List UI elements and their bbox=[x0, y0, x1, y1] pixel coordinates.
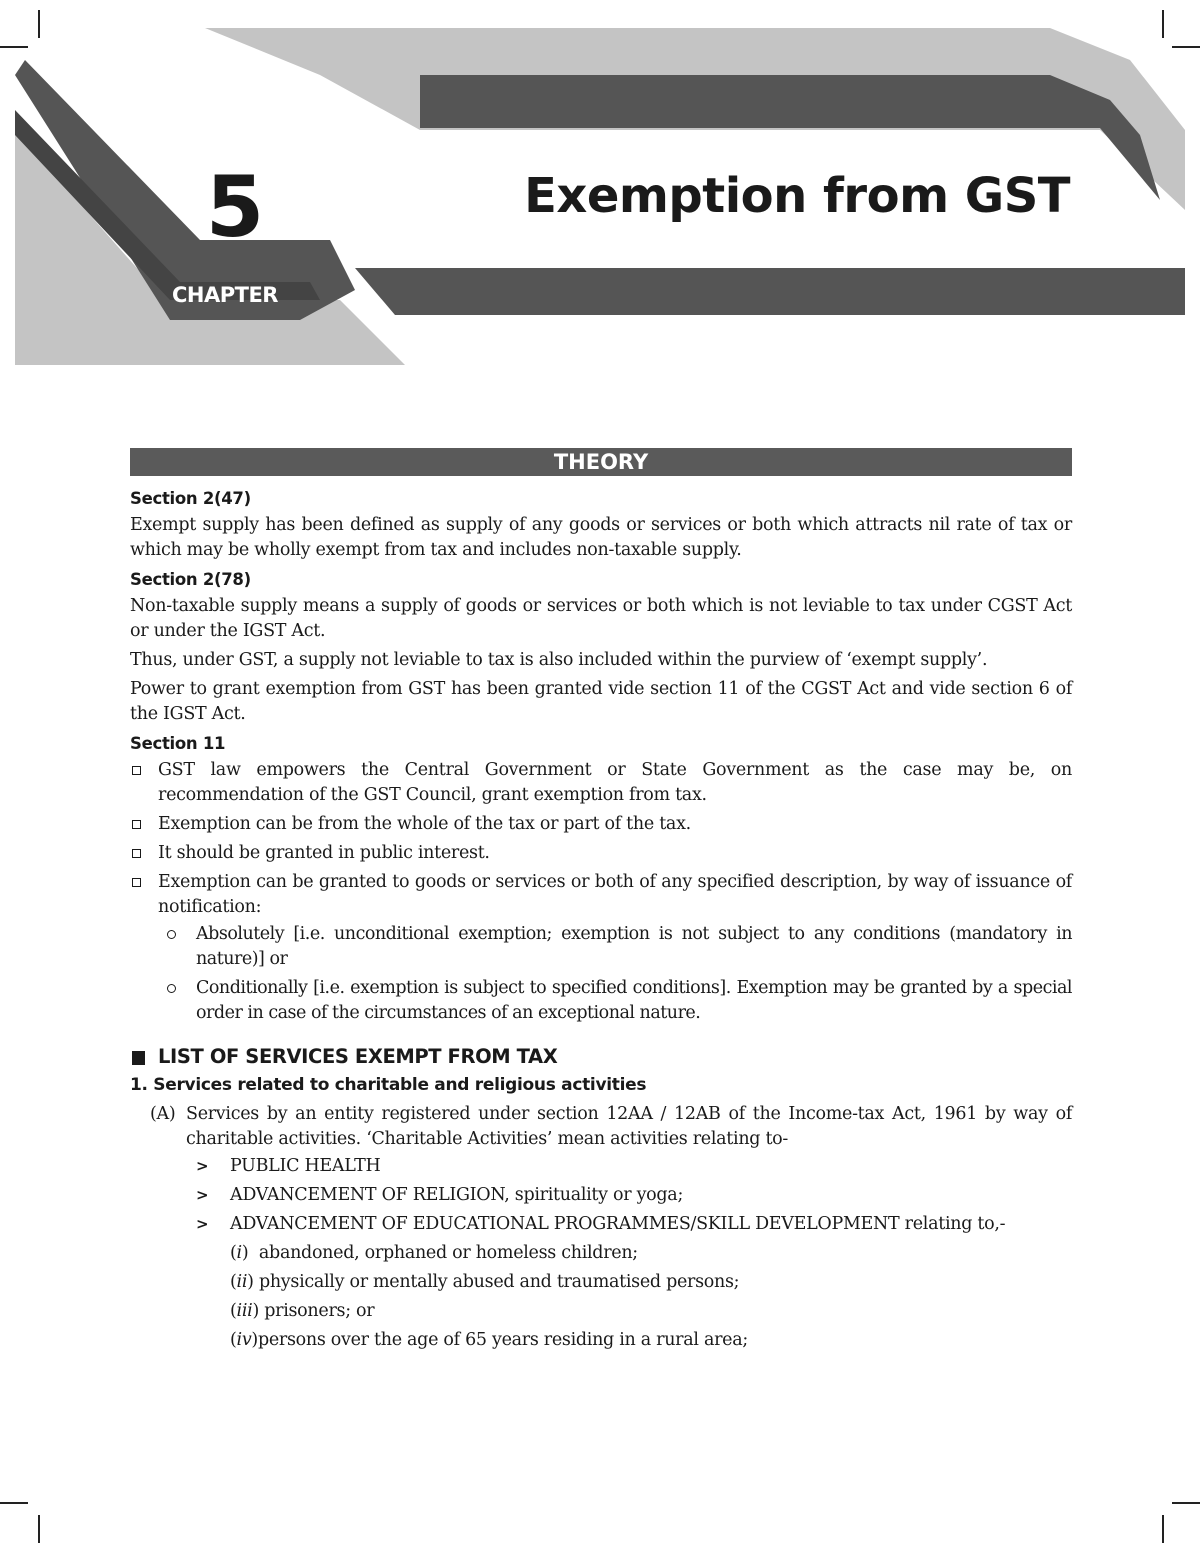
sub-list bbox=[158, 922, 1072, 1026]
crop-mark bbox=[0, 1502, 28, 1504]
sub-item-tag: (A) bbox=[150, 1104, 176, 1124]
roman-numeral: i bbox=[236, 1243, 242, 1263]
roman-numeral: iii bbox=[236, 1301, 253, 1321]
arrow-list-item-text: ADVANCEMENT OF RELIGION, spirituality or yoga; bbox=[230, 1185, 684, 1205]
exempt-list-heading-text: LIST OF SERVICES EXEMPT FROM TAX bbox=[158, 1045, 558, 1068]
roman-list-item-text: persons over the age of 65 years residing in a rural area; bbox=[257, 1330, 748, 1350]
sub-list-item-text: Absolutely [i.e. unconditional exemption; exemption is not subject to any conditions (mandatory in nature)] or bbox=[196, 924, 1072, 969]
list-item-text: Exemption can be granted to goods or services or both of any specified description, by way of issuance of notification: bbox=[158, 872, 1072, 917]
list-item bbox=[130, 841, 1072, 866]
section11-list bbox=[130, 758, 1072, 1026]
crop-mark bbox=[1162, 1515, 1164, 1543]
arrow-bullet-icon: > bbox=[196, 1215, 209, 1233]
list-item-text: Exemption can be from the whole of the tax or part of the tax. bbox=[158, 814, 691, 834]
arrow-list-item-text: ADVANCEMENT OF EDUCATIONAL PROGRAMMES/SKILL DEVELOPMENT relating to,- bbox=[230, 1214, 1006, 1234]
roman-list-item-text: prisoners; or bbox=[264, 1301, 375, 1321]
roman-list-item-text: physically or mentally abused and traumatised persons; bbox=[258, 1272, 740, 1292]
roman-list-item: (ii) physically or mentally abused and traumatised persons; bbox=[230, 1272, 740, 1292]
list-item bbox=[130, 870, 1072, 1026]
section-heading: Section 2(47) bbox=[130, 489, 251, 508]
exempt-list-heading bbox=[130, 1044, 1072, 1069]
arrow-list-item bbox=[130, 1212, 1072, 1237]
roman-list-item-text: abandoned, orphaned or homeless children; bbox=[258, 1243, 638, 1263]
list-item-text: It should be granted in public interest. bbox=[158, 843, 490, 863]
banner-dark-band-bottom bbox=[355, 268, 1185, 315]
sub-item-a bbox=[130, 1102, 1072, 1152]
section-paragraph: Exempt supply has been defined as supply of any goods or services or both which attracts nil rate of tax or which may be wholly exempt from tax and includes non-taxable supply. bbox=[130, 515, 1072, 560]
sub-list-item bbox=[158, 922, 1072, 972]
roman-numeral: iv bbox=[236, 1330, 252, 1350]
section-heading: Section 11 bbox=[130, 734, 226, 753]
square-bullet-icon bbox=[132, 849, 141, 858]
arrow-list bbox=[130, 1154, 1072, 1237]
sub-list-item-text: Conditionally [i.e. exemption is subject to specified conditions]. Exemption may be granted by a special order in case of the circumstances of an exceptional nature. bbox=[196, 978, 1072, 1023]
square-bullet-icon bbox=[132, 766, 141, 775]
section-heading: Section 2(78) bbox=[130, 570, 251, 589]
roman-list-item: (iv)persons over the age of 65 years residing in a rural area; bbox=[230, 1330, 748, 1350]
arrow-list-item bbox=[130, 1154, 1072, 1179]
roman-list bbox=[130, 1241, 1072, 1353]
roman-numeral: ii bbox=[236, 1272, 248, 1292]
list-item-text: GST law empowers the Central Government or State Government as the case may be, on recommendation of the GST Council, grant exemption from tax. bbox=[158, 760, 1072, 805]
crop-mark bbox=[1172, 1502, 1200, 1504]
square-bullet-icon bbox=[132, 878, 141, 887]
crop-mark bbox=[38, 1515, 40, 1543]
item-heading: 1. Services related to charitable and religious activities bbox=[130, 1075, 647, 1095]
circle-bullet-icon bbox=[167, 930, 176, 939]
roman-list-item: (i) abandoned, orphaned or homeless children; bbox=[230, 1243, 638, 1263]
sub-item-text: Services by an entity registered under section 12AA / 12AB of the Income-tax Act, 1961 by way of charitable activities. ‘Charitable Activities’ mean activities relating to- bbox=[186, 1104, 1072, 1149]
filled-square-icon bbox=[132, 1051, 145, 1065]
section-paragraph: Power to grant exemption from GST has been granted vide section 11 of the CGST Act and vide section 6 of the IGST Act. bbox=[130, 679, 1072, 724]
chapter-title: Exemption from GST bbox=[524, 168, 1070, 224]
theory-heading: THEORY bbox=[130, 448, 1072, 476]
arrow-list-item-text: PUBLIC HEALTH bbox=[230, 1156, 381, 1176]
section-paragraph: Non-taxable supply means a supply of goods or services or both which is not leviable to tax under CGST Act or under the IGST Act. bbox=[130, 596, 1072, 641]
section-paragraph: Thus, under GST, a supply not leviable to tax is also included within the purview of ‘exempt supply’. bbox=[130, 650, 988, 670]
page-content bbox=[130, 448, 1072, 1357]
arrow-bullet-icon: > bbox=[196, 1157, 209, 1175]
circle-bullet-icon bbox=[167, 984, 176, 993]
sub-list-item bbox=[158, 976, 1072, 1026]
arrow-bullet-icon: > bbox=[196, 1186, 209, 1204]
list-item bbox=[130, 812, 1072, 837]
chapter-label: CHAPTER bbox=[172, 283, 278, 307]
roman-list-item: (iii) prisoners; or bbox=[230, 1301, 375, 1321]
chapter-number: 5 bbox=[205, 158, 265, 256]
arrow-list-item bbox=[130, 1183, 1072, 1208]
square-bullet-icon bbox=[132, 820, 141, 829]
list-item bbox=[130, 758, 1072, 808]
